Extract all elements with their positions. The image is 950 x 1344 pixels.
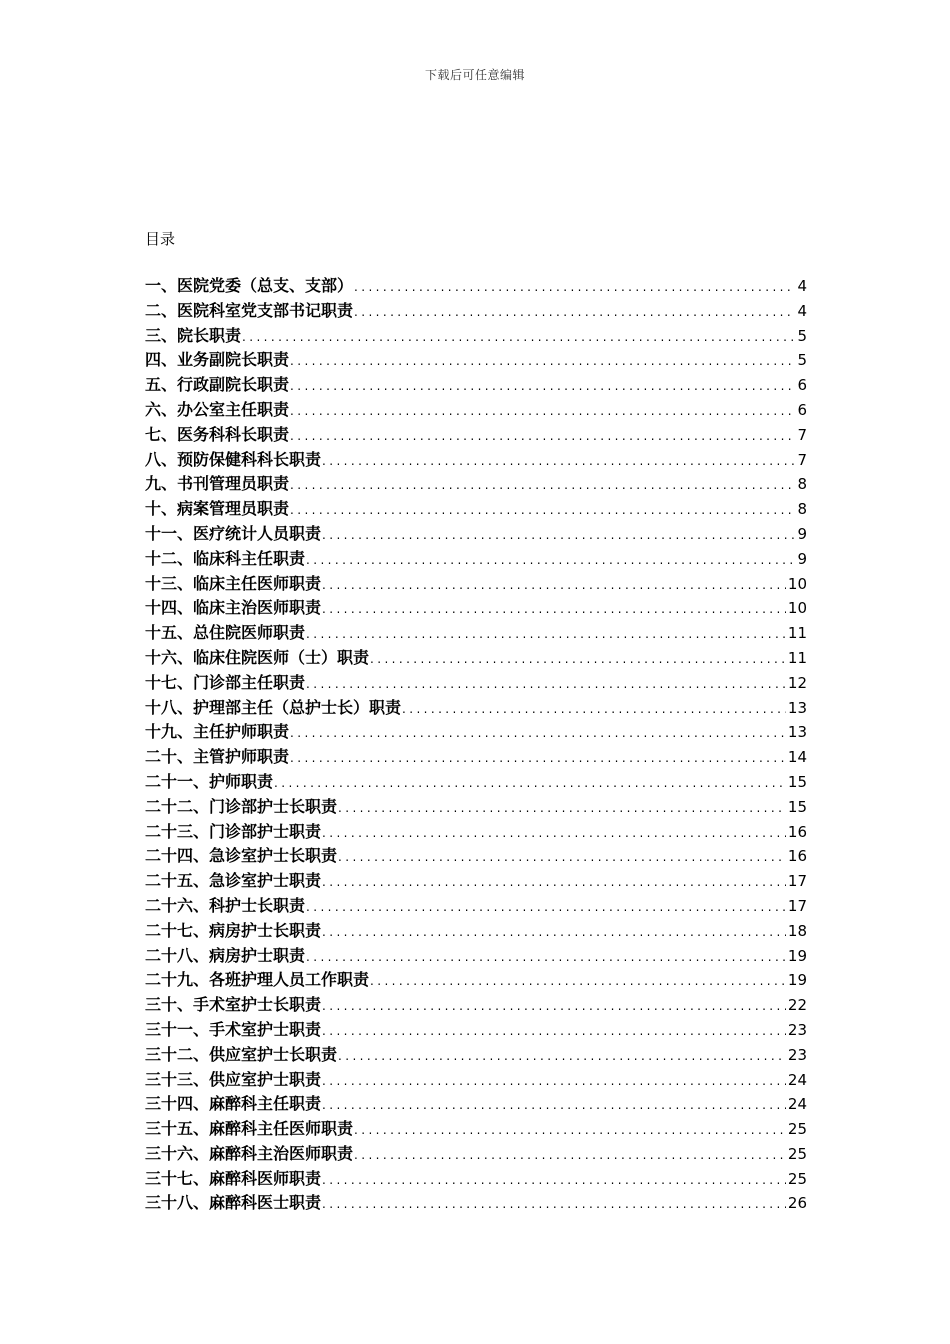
- toc-entry[interactable]: [145, 820, 807, 845]
- toc-entry-page-number: 15: [787, 772, 807, 791]
- toc-dot-leader: [322, 994, 786, 1019]
- toc-dot-leader: [322, 920, 786, 945]
- toc-entry-label: 三十八、麻醉科医士职责: [145, 1193, 322, 1213]
- toc-entry-page-number: 15: [787, 797, 807, 816]
- toc-entry-label: 十一、医疗统计人员职责: [145, 523, 322, 543]
- toc-entry[interactable]: [145, 472, 807, 497]
- toc-dot-leader: [322, 1093, 786, 1118]
- toc-entry-label: 二十九、各班护理人员工作职责: [145, 970, 370, 990]
- toc-dot-leader: [322, 1019, 786, 1044]
- toc-dot-leader: [370, 647, 786, 672]
- toc-dot-leader: [402, 697, 786, 722]
- toc-entry-page-number: 25: [787, 1169, 807, 1188]
- toc-dot-leader: [242, 325, 795, 350]
- toc-entry-page-number: 17: [787, 872, 807, 891]
- toc-entry[interactable]: [145, 1117, 807, 1142]
- toc-entry-label: 三十七、麻醉科医师职责: [145, 1168, 322, 1188]
- toc-entry[interactable]: [145, 299, 807, 324]
- table-of-contents: [145, 274, 807, 1216]
- toc-entry-page-number: 12: [787, 673, 807, 692]
- toc-entry-label: 九、书刊管理员职责: [145, 474, 290, 494]
- toc-entry[interactable]: [145, 646, 807, 671]
- toc-entry[interactable]: [145, 274, 807, 299]
- toc-entry-label: 二十六、科护士长职责: [145, 895, 306, 915]
- toc-entry[interactable]: [145, 968, 807, 993]
- toc-entry-page-number: 4: [797, 277, 807, 295]
- toc-entry-label: 十四、临床主治医师职责: [145, 598, 322, 618]
- toc-dot-leader: [322, 573, 786, 598]
- toc-entry-page-number: 24: [787, 1095, 807, 1114]
- toc-entry[interactable]: [145, 869, 807, 894]
- toc-entry[interactable]: [145, 398, 807, 423]
- toc-dot-leader: [306, 548, 795, 573]
- toc-dot-leader: [290, 721, 786, 746]
- toc-entry-label: 二十四、急诊室护士长职责: [145, 846, 338, 866]
- toc-entry-label: 二十五、急诊室护士职责: [145, 871, 322, 891]
- toc-dot-leader: [338, 845, 786, 870]
- toc-entry-label: 十二、临床科主任职责: [145, 548, 306, 568]
- toc-entry-label: 十三、临床主任医师职责: [145, 573, 322, 593]
- toc-entry-label: 三、院长职责: [145, 325, 242, 345]
- toc-dot-leader: [290, 473, 795, 498]
- toc-dot-leader: [274, 771, 786, 796]
- toc-entry[interactable]: [145, 547, 807, 572]
- toc-entry-label: 二十三、门诊部护士职责: [145, 821, 322, 841]
- toc-entry-page-number: 9: [797, 524, 807, 543]
- toc-entry-page-number: 5: [797, 326, 807, 345]
- toc-entry-page-number: 6: [797, 376, 807, 395]
- toc-entry-page-number: 24: [787, 1070, 807, 1089]
- toc-entry[interactable]: [145, 894, 807, 919]
- toc-dot-leader: [322, 449, 795, 474]
- toc-entry-page-number: 16: [787, 822, 807, 841]
- toc-entry[interactable]: [145, 1092, 807, 1117]
- toc-dot-leader: [322, 821, 786, 846]
- toc-entry[interactable]: [145, 522, 807, 547]
- toc-entry-page-number: 25: [787, 1144, 807, 1163]
- toc-entry[interactable]: [145, 993, 807, 1018]
- toc-dot-leader: [322, 1192, 786, 1217]
- toc-entry-page-number: 22: [787, 996, 807, 1015]
- toc-entry-label: 三十六、麻醉科主治医师职责: [145, 1143, 354, 1163]
- toc-entry-label: 三十一、手术室护士职责: [145, 1019, 322, 1039]
- toc-entry-label: 十七、门诊部主任职责: [145, 672, 306, 692]
- toc-entry-page-number: 5: [797, 351, 807, 370]
- toc-entry-page-number: 11: [787, 624, 807, 643]
- toc-entry-label: 六、办公室主任职责: [145, 399, 290, 419]
- toc-dot-leader: [370, 969, 786, 994]
- toc-entry-page-number: 25: [787, 1120, 807, 1139]
- toc-entry[interactable]: [145, 1191, 807, 1216]
- toc-entry-label: 二、医院科室党支部书记职责: [145, 300, 354, 320]
- toc-entry-page-number: 7: [797, 450, 807, 469]
- toc-dot-leader: [354, 300, 795, 325]
- toc-dot-leader: [322, 523, 795, 548]
- toc-entry-label: 三十五、麻醉科主任医师职责: [145, 1119, 354, 1139]
- toc-entry-page-number: 16: [787, 847, 807, 866]
- toc-entry[interactable]: [145, 770, 807, 795]
- toc-dot-leader: [354, 1118, 786, 1143]
- toc-entry[interactable]: [145, 844, 807, 869]
- toc-entry[interactable]: [145, 1167, 807, 1192]
- toc-entry-label: 二十二、门诊部护士长职责: [145, 796, 338, 816]
- toc-entry-page-number: 8: [797, 500, 807, 519]
- toc-entry-page-number: 8: [797, 475, 807, 494]
- toc-entry-page-number: 14: [787, 748, 807, 767]
- toc-entry-label: 五、行政副院长职责: [145, 375, 290, 395]
- toc-entry-page-number: 7: [797, 425, 807, 444]
- toc-entry-page-number: 18: [787, 921, 807, 940]
- toc-entry-label: 十八、护理部主任（总护士长）职责: [145, 697, 402, 717]
- toc-dot-leader: [322, 597, 786, 622]
- toc-entry-label: 一、医院党委（总支、支部）: [145, 276, 354, 295]
- toc-dot-leader: [354, 1143, 786, 1168]
- toc-dot-leader: [290, 746, 786, 771]
- toc-dot-leader: [290, 399, 795, 424]
- toc-dot-leader: [290, 374, 795, 399]
- toc-entry[interactable]: [145, 944, 807, 969]
- toc-entry-label: 七、医务科科长职责: [145, 424, 290, 444]
- toc-entry[interactable]: [145, 448, 807, 473]
- toc-entry-label: 十五、总住院医师职责: [145, 623, 306, 643]
- toc-entry[interactable]: [145, 1043, 807, 1068]
- toc-dot-leader: [354, 275, 795, 300]
- toc-dot-leader: [306, 895, 786, 920]
- toc-entry-label: 三十二、供应室护士长职责: [145, 1044, 338, 1064]
- toc-entry[interactable]: [145, 696, 807, 721]
- toc-entry-label: 二十一、护师职责: [145, 771, 274, 791]
- toc-entry-label: 三十四、麻醉科主任职责: [145, 1094, 322, 1114]
- toc-dot-leader: [290, 424, 795, 449]
- toc-entry-page-number: 11: [787, 648, 807, 667]
- toc-dot-leader: [306, 622, 786, 647]
- toc-entry-page-number: 19: [787, 946, 807, 965]
- toc-entry-label: 十九、主任护师职责: [145, 722, 290, 742]
- toc-entry[interactable]: [145, 621, 807, 646]
- toc-dot-leader: [338, 1044, 786, 1069]
- toc-dot-leader: [306, 945, 786, 970]
- toc-entry-label: 三十三、供应室护士职责: [145, 1069, 322, 1089]
- toc-entry-page-number: 13: [787, 723, 807, 742]
- toc-entry[interactable]: [145, 324, 807, 349]
- toc-dot-leader: [306, 672, 786, 697]
- toc-entry[interactable]: [145, 745, 807, 770]
- toc-entry-label: 八、预防保健科科长职责: [145, 449, 322, 469]
- toc-entry-label: 二十八、病房护士职责: [145, 945, 306, 965]
- toc-dot-leader: [322, 870, 786, 895]
- toc-dot-leader: [290, 498, 795, 523]
- toc-entry[interactable]: [145, 795, 807, 820]
- toc-entry-page-number: 23: [787, 1045, 807, 1064]
- toc-entry[interactable]: [145, 1018, 807, 1043]
- toc-entry-label: 四、业务副院长职责: [145, 350, 290, 370]
- toc-entry[interactable]: [145, 1142, 807, 1167]
- toc-entry[interactable]: [145, 572, 807, 597]
- toc-entry[interactable]: [145, 919, 807, 944]
- toc-entry[interactable]: [145, 671, 807, 696]
- toc-entry-page-number: 10: [787, 599, 807, 618]
- toc-dot-leader: [322, 1069, 786, 1094]
- toc-entry-page-number: 17: [787, 896, 807, 915]
- toc-entry-label: 三十、手术室护士长职责: [145, 995, 322, 1015]
- toc-entry-page-number: 4: [797, 301, 807, 320]
- toc-entry-label: 二十七、病房护士长职责: [145, 920, 322, 940]
- toc-entry-page-number: 19: [787, 971, 807, 990]
- toc-entry[interactable]: [145, 596, 807, 621]
- toc-dot-leader: [290, 349, 795, 374]
- toc-entry-page-number: 23: [787, 1020, 807, 1039]
- toc-entry-page-number: 6: [797, 400, 807, 419]
- toc-entry-label: 二十、主管护师职责: [145, 747, 290, 767]
- toc-entry[interactable]: [145, 720, 807, 745]
- toc-dot-leader: [322, 1168, 786, 1193]
- toc-dot-leader: [338, 796, 786, 821]
- toc-entry-page-number: 10: [787, 574, 807, 593]
- toc-entry[interactable]: [145, 373, 807, 398]
- toc-entry-page-number: 26: [787, 1194, 807, 1213]
- toc-entry-page-number: 13: [787, 698, 807, 717]
- header-note: 下载后可任意编辑: [424, 68, 525, 82]
- toc-entry[interactable]: [145, 497, 807, 522]
- toc-title: 目录: [145, 230, 176, 248]
- toc-entry-page-number: 9: [797, 549, 807, 568]
- toc-entry[interactable]: [145, 348, 807, 373]
- toc-entry-label: 十、病案管理员职责: [145, 499, 290, 519]
- toc-entry[interactable]: [145, 1068, 807, 1093]
- toc-entry-label: 十六、临床住院医师（士）职责: [145, 647, 370, 667]
- toc-entry[interactable]: [145, 423, 807, 448]
